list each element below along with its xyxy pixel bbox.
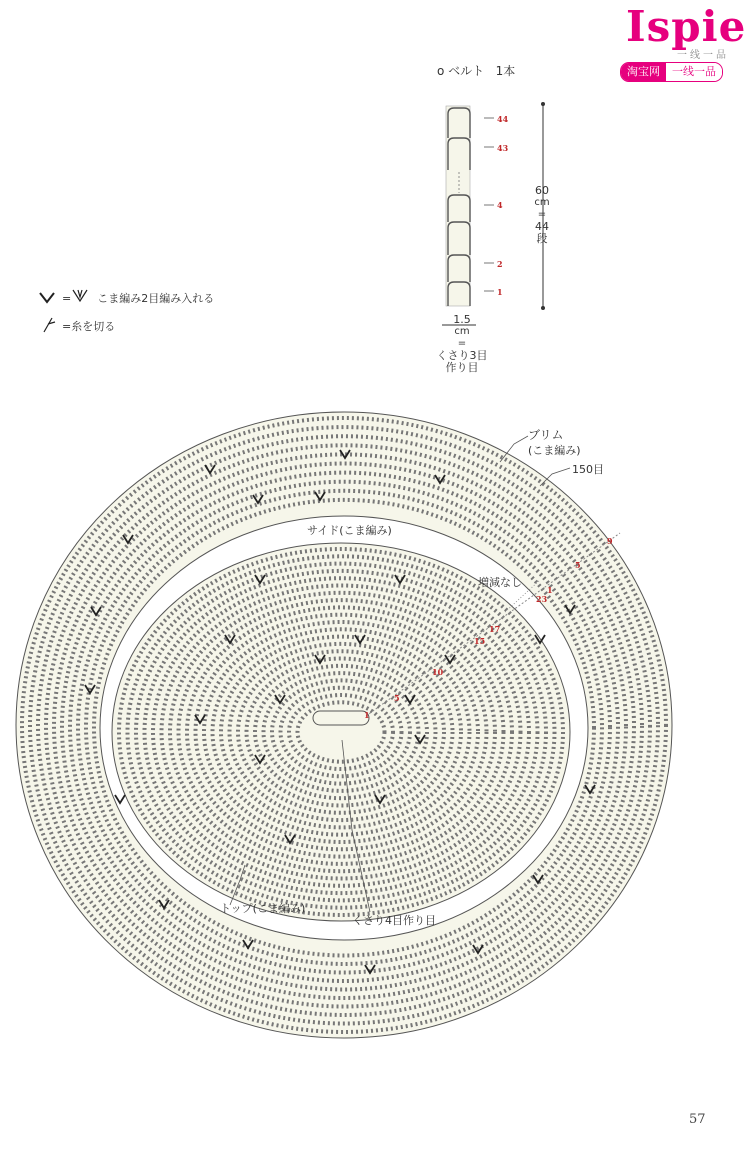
- legend-cut-text: =糸を切る: [62, 320, 116, 333]
- brand-logo: Ispie: [626, 2, 747, 51]
- belt-length-end-top: [541, 102, 545, 106]
- top-label: トップ(こま編み): [220, 902, 306, 915]
- round-mark-10: 10: [432, 667, 444, 677]
- round-mark-5: 5: [575, 560, 581, 570]
- start-chain-label: くさり4目作り目: [352, 914, 436, 927]
- belt-row-1: 1: [497, 287, 503, 297]
- belt-row-4: 4: [497, 200, 503, 210]
- belt-length-unit: cm: [534, 197, 550, 208]
- belt-width-unit: cm: [454, 326, 470, 337]
- round-mark-1: 1: [547, 585, 553, 595]
- brand-tag-left: 淘宝网: [621, 63, 666, 81]
- belt-width-equals: =: [457, 338, 467, 349]
- round-mark-15: 15: [474, 636, 486, 646]
- belt-row-43: 43: [497, 143, 509, 153]
- round-mark-23: 23: [536, 594, 548, 604]
- legend-increase-equals: =: [62, 292, 72, 305]
- belt-chain2: 作り目: [445, 361, 479, 374]
- round-mark-17: 17: [489, 624, 501, 634]
- brim-count: 150目: [572, 463, 604, 476]
- belt-rows-value: 44: [535, 220, 549, 233]
- belt-rows-unit: 段: [536, 232, 548, 245]
- legend-increase-text: こま編み2目編み入れる: [97, 292, 215, 305]
- brim-label: ブリム: [528, 428, 564, 442]
- brand-tag-right: 一线一品: [666, 63, 722, 81]
- legend-increase: [38, 290, 214, 306]
- belt-strip: [446, 106, 470, 306]
- side-label: サイド(こま編み): [307, 524, 392, 537]
- brim-sub: (こま編み): [528, 444, 581, 457]
- belt-length-end-bottom: [541, 306, 545, 310]
- brand-subtitle: 一线一品: [677, 50, 729, 61]
- belt-length-value: 60: [535, 184, 549, 197]
- belt-count: 1本: [495, 64, 516, 78]
- belt-row-44: 44: [497, 114, 509, 124]
- round-mark-1b: 1: [364, 710, 370, 720]
- belt-chain: くさり3目: [436, 349, 488, 362]
- belt-width: [420, 314, 504, 374]
- belt-label: o ベルト: [437, 64, 485, 78]
- page-number: 57: [689, 1112, 706, 1127]
- belt-length: [530, 185, 554, 245]
- round-mark-5b: 5: [394, 693, 400, 703]
- belt-width-value: 1.5: [453, 313, 471, 326]
- belt-title: [437, 62, 515, 79]
- round-mark-9: 9: [607, 536, 613, 546]
- no-change-label: 増減なし: [478, 576, 522, 589]
- belt-length-equals: =: [537, 209, 547, 220]
- legend-cut: [42, 318, 115, 334]
- belt-row-2: 2: [497, 259, 503, 269]
